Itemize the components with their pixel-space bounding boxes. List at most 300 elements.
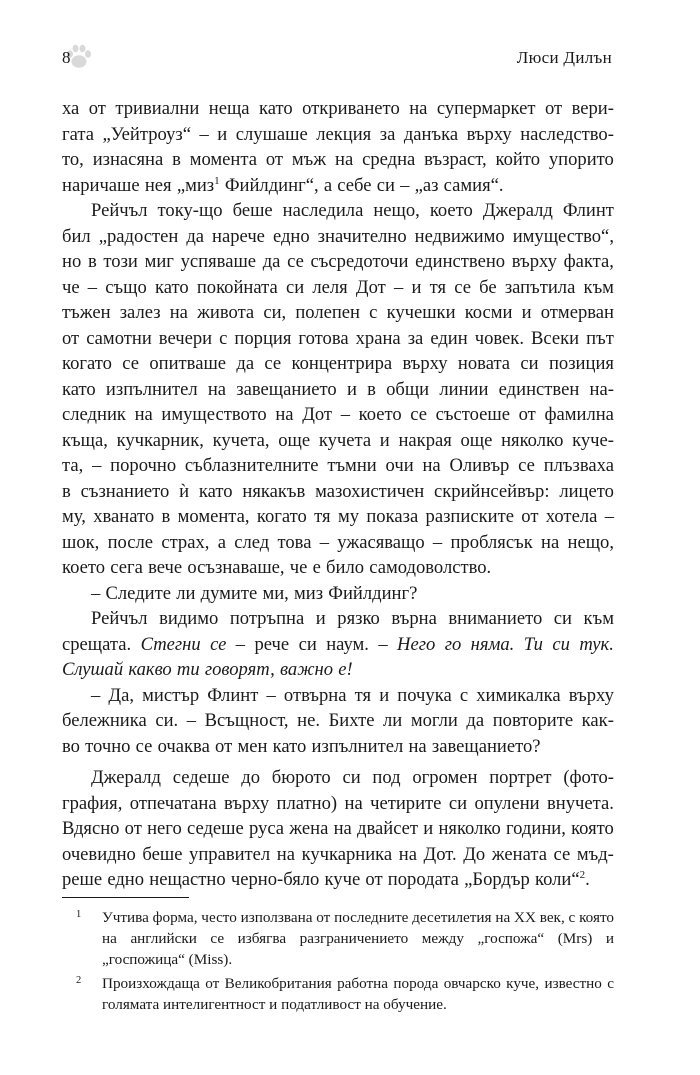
word: на <box>398 843 417 865</box>
word: имущество“, <box>512 225 614 247</box>
text-line <box>62 734 614 760</box>
word: – <box>235 633 246 655</box>
word: бюрото <box>271 767 331 788</box>
word: Всеки <box>531 327 580 349</box>
word: внучета. <box>547 792 614 814</box>
footnote-number: 1 <box>76 909 82 920</box>
word <box>397 632 435 658</box>
word: се <box>454 276 471 298</box>
word: точно <box>85 735 131 757</box>
word: породата <box>387 869 459 890</box>
word: и <box>217 123 228 145</box>
word: си <box>298 633 317 655</box>
word: ѝ <box>179 480 190 502</box>
word: вниманието <box>448 608 543 629</box>
word: че <box>62 276 80 298</box>
text-line <box>62 632 614 658</box>
word: повторите <box>492 710 574 731</box>
word: за <box>379 123 396 145</box>
word: като <box>272 735 307 757</box>
word: си <box>520 353 539 374</box>
word: се <box>122 353 140 374</box>
word: куче- <box>572 429 614 451</box>
word: самотни <box>86 327 152 349</box>
word: „радостен <box>98 225 179 247</box>
text-line <box>62 275 614 301</box>
word: Флинт <box>207 684 259 706</box>
word: него <box>147 818 182 839</box>
word: гата <box>62 123 95 145</box>
word: а <box>217 531 226 553</box>
word: – <box>92 455 102 476</box>
page-number: 8 <box>62 48 71 67</box>
word: седеше <box>172 767 230 788</box>
word: на <box>409 98 428 119</box>
word: беше <box>232 200 273 221</box>
word: едно <box>272 225 310 247</box>
word: и <box>423 818 434 839</box>
running-head-author: Люси Дилън <box>516 48 612 67</box>
word: мен <box>237 735 268 757</box>
text-line <box>62 96 614 122</box>
italic-text: Него <box>397 633 436 655</box>
word: Фийлдинг“, <box>224 174 319 196</box>
word <box>177 657 200 683</box>
word: ха <box>62 98 80 119</box>
word: нещо, <box>567 531 614 553</box>
word: Следите <box>105 582 171 604</box>
word: управител <box>189 843 271 865</box>
text-line <box>62 479 614 505</box>
word: това <box>277 531 312 553</box>
word: и <box>411 276 422 298</box>
word: Да, <box>108 684 135 706</box>
word: наследство- <box>520 123 614 145</box>
word: мъд- <box>576 843 614 865</box>
italic-text: си <box>552 633 570 655</box>
text-line <box>62 428 614 454</box>
text-line <box>62 249 614 275</box>
word: на <box>541 531 560 553</box>
italic-text: важно <box>279 659 334 680</box>
word: страх, <box>161 531 210 553</box>
italic-text: го <box>444 633 462 655</box>
italic-text: е! <box>338 659 353 680</box>
word: порция <box>234 327 292 349</box>
word: от <box>265 149 284 170</box>
word: завещанието? <box>431 735 541 757</box>
word: отвърна <box>283 684 347 706</box>
word: накрая <box>398 429 452 451</box>
text-line <box>62 224 614 250</box>
word: – <box>319 531 330 553</box>
word: от <box>544 98 563 119</box>
italic-text: ти <box>176 659 200 680</box>
word: под <box>372 767 401 788</box>
word: наследила <box>282 200 364 221</box>
word: и <box>346 378 357 400</box>
word: което <box>429 200 473 221</box>
word: отмерван <box>540 302 614 323</box>
word: че <box>289 557 308 578</box>
word: до <box>241 767 261 788</box>
word: Вдясно <box>62 818 120 839</box>
word: току-що <box>157 200 223 221</box>
word: очевидно <box>62 843 136 865</box>
word: върху <box>511 251 557 272</box>
word: – <box>400 174 410 196</box>
word: Джералд <box>482 200 553 221</box>
word: общи <box>386 378 430 400</box>
word: си <box>342 767 361 788</box>
text-line <box>62 402 614 428</box>
text-line <box>62 708 614 734</box>
word: – <box>266 684 276 706</box>
word: му <box>337 506 360 527</box>
word: и <box>315 608 326 629</box>
word: бе <box>479 276 497 298</box>
word: концентрира <box>291 353 393 374</box>
word: могли <box>410 710 458 731</box>
word: този <box>103 251 138 272</box>
word: се <box>518 455 535 476</box>
word: тъмни <box>327 455 377 476</box>
word: и <box>379 429 390 451</box>
word: да <box>186 225 205 247</box>
word: а <box>323 174 333 196</box>
word: линии <box>439 378 489 400</box>
word: фамилна <box>544 404 614 425</box>
word: – <box>340 404 350 425</box>
word: ли <box>176 582 196 604</box>
word: на <box>422 455 441 476</box>
word: момента, <box>177 506 250 527</box>
word: полепен <box>295 302 361 323</box>
word: върху <box>402 353 448 374</box>
main-text <box>62 96 614 893</box>
word: косми <box>464 302 513 323</box>
word: средна <box>362 149 416 170</box>
word: супермаркет <box>436 98 536 119</box>
word: да <box>262 251 281 272</box>
word: куче <box>324 869 361 890</box>
word: и <box>379 684 390 706</box>
word: изпълнител <box>311 735 404 757</box>
word: още <box>460 429 493 451</box>
word: имуществото <box>161 404 267 425</box>
word: към <box>583 276 614 298</box>
word: се <box>135 735 153 757</box>
word: на <box>344 792 363 814</box>
word: като <box>62 378 96 400</box>
word: ли <box>383 710 403 731</box>
text-line <box>62 657 614 683</box>
word: тъжен <box>62 302 111 323</box>
italic-text: говорят, <box>204 659 275 680</box>
italic-text: няма. <box>470 633 515 655</box>
word: (фото- <box>563 767 614 788</box>
word: което <box>358 404 402 425</box>
word: едно <box>107 869 145 890</box>
word: нарече <box>212 225 265 247</box>
text-line <box>62 867 614 893</box>
word: скрийнсейвър: <box>434 480 550 502</box>
word: лицето <box>559 480 614 502</box>
word: от <box>518 404 536 425</box>
word: – <box>87 276 98 298</box>
word: миг <box>144 251 174 272</box>
word: недвижимо <box>414 225 505 247</box>
text-line <box>62 122 614 148</box>
word: състоеше <box>435 404 510 425</box>
word: да <box>466 710 485 731</box>
word: тя <box>354 684 372 706</box>
word: си, <box>263 302 287 323</box>
word: „Бордър <box>464 869 530 890</box>
word: Флинт <box>562 200 614 221</box>
italic-text: какво <box>128 659 172 680</box>
word: четирите <box>370 792 442 814</box>
text-line <box>62 351 614 377</box>
word: момента <box>189 149 257 170</box>
text-line <box>62 816 614 842</box>
word <box>338 657 352 683</box>
word: – <box>393 276 404 298</box>
word: от <box>124 818 142 839</box>
word: на- <box>589 378 614 400</box>
word: било <box>326 557 365 578</box>
italic-text: Стегни <box>140 633 201 655</box>
word: та, <box>62 455 84 476</box>
word: „аз <box>414 174 439 196</box>
word: от <box>62 327 80 349</box>
word: после <box>107 531 154 553</box>
word: химикалка <box>476 684 561 706</box>
word: рече <box>254 633 290 655</box>
word: от <box>521 506 539 527</box>
word: слушаше <box>235 123 308 145</box>
word: видимо <box>159 608 219 629</box>
word: нещастно <box>149 869 226 890</box>
word <box>62 657 123 683</box>
word: когато <box>256 506 307 527</box>
word: жената <box>491 843 547 865</box>
word <box>205 657 275 683</box>
word: път <box>586 327 614 349</box>
text-line <box>62 147 614 173</box>
word: мазохистичен <box>315 480 425 502</box>
text-line <box>62 791 614 817</box>
word: – <box>91 582 101 604</box>
word: тя <box>429 276 447 298</box>
word <box>552 632 570 658</box>
word: жена <box>289 818 329 839</box>
word: от <box>365 869 383 890</box>
word: – <box>604 506 614 527</box>
italic-text: се <box>210 633 227 655</box>
word: на <box>134 404 153 425</box>
word: двайсет <box>357 818 419 839</box>
word: изнасяна <box>92 149 164 170</box>
word: отпечатана <box>129 792 217 814</box>
word: си <box>285 276 305 298</box>
word: като <box>154 276 189 298</box>
word: залез <box>119 302 161 323</box>
word: срещата. <box>62 633 132 655</box>
word <box>445 632 462 658</box>
word: беше <box>142 843 183 865</box>
word: съсредоточи <box>310 251 409 272</box>
word: кучета <box>318 429 372 451</box>
word: му, <box>62 506 86 527</box>
word: ужасяващо <box>337 531 425 553</box>
word: хванато <box>93 506 155 527</box>
word: години, <box>505 818 566 839</box>
word: кучкарник, <box>116 429 204 451</box>
word: ми, <box>262 582 289 604</box>
word: човек. <box>474 327 524 349</box>
text-line <box>62 198 614 224</box>
word: „Уейтроуз“ <box>102 123 192 145</box>
word <box>128 657 171 683</box>
word: запътила <box>504 276 576 298</box>
word: като <box>258 98 293 119</box>
word: не. <box>297 710 321 731</box>
word: да <box>236 353 255 374</box>
word: новата <box>457 353 511 374</box>
word: изпълнител <box>105 378 198 400</box>
word: опитваше <box>149 353 227 374</box>
word: на <box>207 378 227 400</box>
word: също <box>105 276 147 298</box>
word: в <box>62 480 71 502</box>
word: разписките <box>425 506 514 527</box>
word: огромен <box>412 767 478 788</box>
text-line <box>62 606 614 632</box>
word: която <box>571 818 614 839</box>
word: на <box>275 404 294 425</box>
word: с <box>219 327 228 349</box>
word: къща, <box>62 429 108 451</box>
word: завещанието <box>236 378 337 400</box>
word: седеше <box>186 818 244 839</box>
word: който <box>495 149 541 170</box>
word: наум. <box>326 633 369 655</box>
word: на <box>276 843 295 865</box>
word: самодоволство. <box>369 557 492 578</box>
word: кучета, <box>212 429 270 451</box>
word: в <box>161 506 171 527</box>
word: като <box>198 480 233 502</box>
word: бележника <box>62 710 147 731</box>
word: руса <box>248 818 285 839</box>
word: себе <box>337 174 372 196</box>
word: платно) <box>276 792 338 814</box>
word <box>471 632 515 658</box>
word: единствено <box>415 251 506 272</box>
word: готова <box>298 327 349 349</box>
word: нещо, <box>373 200 420 221</box>
word: сега <box>110 557 143 578</box>
word: потръпна <box>229 608 305 629</box>
word: плъзваха <box>543 455 614 476</box>
word: се <box>410 404 428 425</box>
word: откриването <box>302 98 400 119</box>
word: живота <box>197 302 255 323</box>
text-line <box>62 581 614 607</box>
word: – <box>378 633 388 655</box>
word: един <box>430 327 468 349</box>
word: показа <box>366 506 419 527</box>
word: с <box>369 302 378 323</box>
word <box>280 657 333 683</box>
page-header <box>62 40 612 80</box>
word: върху <box>568 684 614 706</box>
word: проблясък <box>450 531 533 553</box>
word: тривиални <box>115 98 200 119</box>
word: си <box>376 174 395 196</box>
word: нея <box>144 174 172 196</box>
word: няколко <box>438 818 501 839</box>
word: се <box>553 843 571 865</box>
text-line <box>62 555 614 581</box>
footnote-text: Произхождаща от Великобритания работна порода овчарско куче, известно с голямата интелигентност и податливост на обучение. <box>102 974 614 1013</box>
word: което <box>62 557 106 578</box>
word: – <box>199 123 209 145</box>
word: Дот <box>302 404 333 425</box>
word <box>141 632 201 658</box>
word: върху <box>466 123 512 145</box>
word: Оливър <box>449 455 510 476</box>
word: лекция <box>316 123 372 145</box>
word: вечери <box>158 327 213 349</box>
word: от <box>88 98 106 119</box>
word: в <box>367 378 376 400</box>
word: още <box>278 429 311 451</box>
text-line <box>62 504 614 530</box>
word: очаква <box>157 735 210 757</box>
word: портрет <box>489 767 552 788</box>
text-line <box>62 530 614 556</box>
footnote-text: Учтива форма, често използвана от последните десетилетия на XX век, с която на английски се избягва разграничението между „госпожа“ (Mrs) и „госпожица“ (Miss). <box>102 909 614 969</box>
word: на <box>408 735 427 757</box>
footnotes <box>62 907 614 1017</box>
word: то, <box>62 149 84 170</box>
word: храна <box>355 327 401 349</box>
word <box>210 632 226 658</box>
word: в <box>172 149 181 170</box>
word: си. <box>155 710 179 731</box>
word: се <box>264 353 282 374</box>
word <box>579 632 614 658</box>
word: „миз$^1$ <box>176 174 220 196</box>
text-line <box>62 453 614 479</box>
word: Фийлдинг? <box>328 582 418 604</box>
word: някакъв <box>242 480 306 502</box>
word: е <box>312 557 321 578</box>
word: на <box>169 302 188 323</box>
word: покойната <box>196 276 278 298</box>
word: упорито <box>548 149 614 170</box>
word: во <box>62 735 80 757</box>
word: Бихте <box>328 710 375 731</box>
word: възраст, <box>424 149 487 170</box>
word: рязко <box>337 608 380 629</box>
footnote-reference: 1 <box>214 174 220 187</box>
word: върху <box>224 792 270 814</box>
word: вери- <box>571 98 614 119</box>
word: на <box>333 818 352 839</box>
